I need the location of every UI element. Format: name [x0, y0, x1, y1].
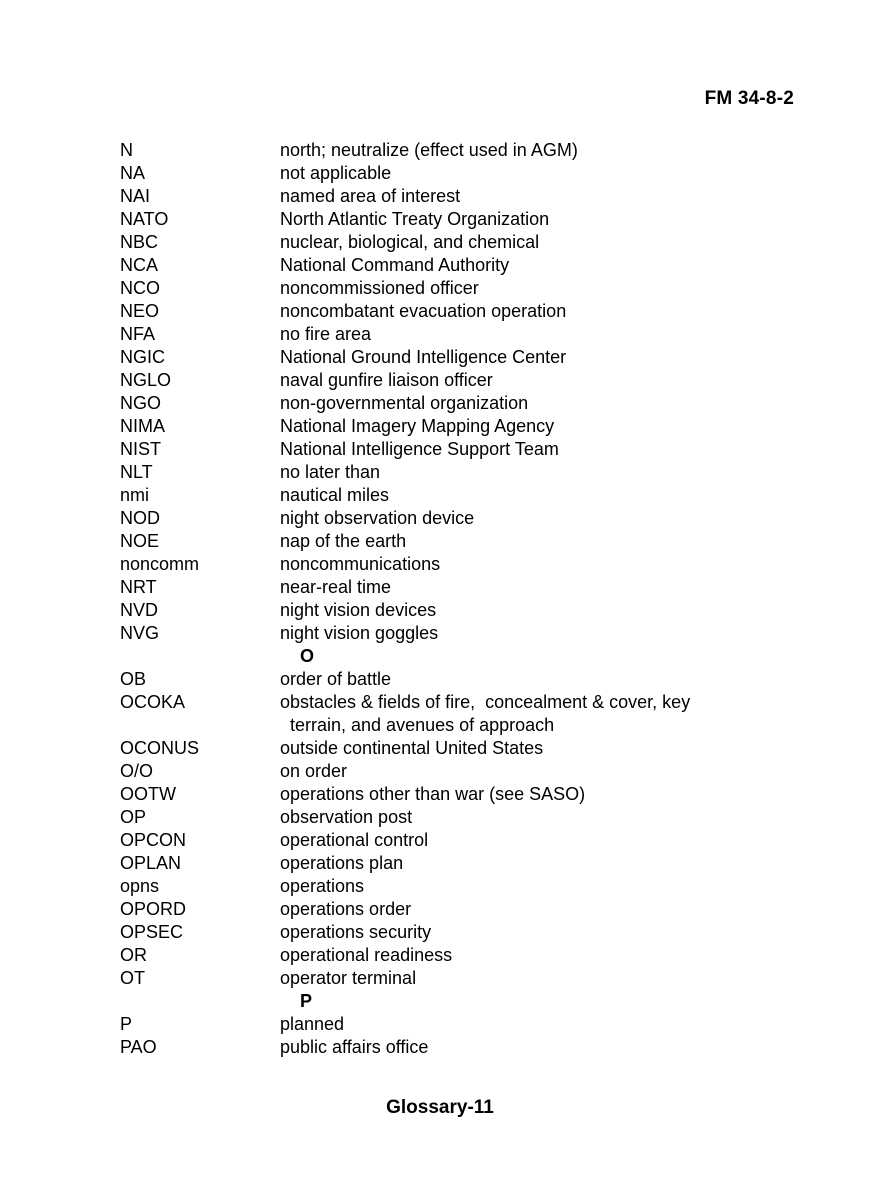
entry-definition: [280, 783, 800, 806]
glossary-list: [120, 139, 800, 1059]
glossary-entry: [120, 392, 800, 415]
entry-abbreviation: NGIC: [120, 347, 165, 367]
entry-definition: [280, 553, 800, 576]
entry-abbreviation: NIMA: [120, 416, 165, 436]
entry-definition: [280, 323, 800, 346]
glossary-entry: [120, 760, 800, 783]
entry-definition: [280, 507, 800, 530]
entry-definition-text: night observation device: [280, 508, 475, 528]
glossary-entry: [120, 622, 800, 645]
glossary-entry: [120, 461, 800, 484]
glossary-entry: [120, 599, 800, 622]
entry-abbreviation: NOE: [120, 531, 160, 551]
entry-definition-text: no fire area: [280, 324, 372, 344]
glossary-entry: [120, 967, 800, 990]
glossary-entry: [120, 162, 800, 185]
entry-definition-text: operator terminal: [280, 968, 417, 988]
document-id: FM 34-8-2: [704, 88, 794, 109]
entry-abbreviation: OPLAN: [120, 853, 182, 873]
entry-definition: [280, 576, 800, 599]
glossary-entry: [120, 231, 800, 254]
glossary-entry: [120, 530, 800, 553]
entry-abbreviation: PAO: [120, 1037, 157, 1057]
glossary-entry: [120, 507, 800, 530]
entry-definition-text: naval gunfire liaison officer: [280, 370, 493, 390]
entry-definition: [280, 461, 800, 484]
entry-definition: [280, 599, 800, 622]
entry-definition: [280, 369, 800, 392]
glossary-entry: [120, 691, 800, 737]
glossary-entry: [120, 668, 800, 691]
entry-definition: [280, 691, 800, 737]
entry-abbreviation: noncomm: [120, 554, 200, 574]
entry-definition-text: operations: [280, 876, 365, 896]
entry-abbreviation: P: [120, 1014, 133, 1034]
glossary-entry: [120, 369, 800, 392]
entry-definition: [280, 760, 800, 783]
entry-definition-text: National Intelligence Support Team: [280, 439, 559, 459]
entry-definition-text: obstacles & fields of fire, concealment & cover, key: [280, 692, 691, 712]
entry-definition-text: not applicable: [280, 163, 392, 183]
entry-definition-text: night vision goggles: [280, 623, 439, 643]
entry-abbreviation: OPORD: [120, 899, 187, 919]
entry-definition-text: noncombatant evacuation operation: [280, 301, 567, 321]
entry-definition: [280, 921, 800, 944]
entry-abbreviation: opns: [120, 876, 160, 896]
entry-abbreviation: NAI: [120, 186, 151, 206]
entry-definition-text: near-real time: [280, 577, 392, 597]
entry-abbreviation: NVD: [120, 600, 159, 620]
entry-definition-text: north; neutralize (effect used in AGM): [280, 140, 578, 160]
entry-abbreviation: NA: [120, 163, 146, 183]
entry-abbreviation: NLT: [120, 462, 153, 482]
glossary-entry: [120, 829, 800, 852]
entry-definition: [280, 806, 800, 829]
section-heading: O: [300, 646, 315, 666]
entry-definition-text: National Ground Intelligence Center: [280, 347, 567, 367]
entry-definition-text: non-governmental organization: [280, 393, 529, 413]
entry-abbreviation: NGLO: [120, 370, 172, 390]
glossary-entry: [120, 852, 800, 875]
entry-abbreviation: NVG: [120, 623, 160, 643]
entry-definition-text: public affairs office: [280, 1037, 429, 1057]
entry-definition-text: nuclear, biological, and chemical: [280, 232, 540, 252]
glossary-entry: [120, 438, 800, 461]
glossary-entry: [120, 1036, 800, 1059]
glossary-entry: [120, 323, 800, 346]
glossary-entry: [120, 185, 800, 208]
entry-abbreviation: OOTW: [120, 784, 176, 804]
entry-abbreviation: NCO: [120, 278, 160, 298]
entry-definition-text: North Atlantic Treaty Organization: [280, 209, 550, 229]
entry-abbreviation: NOD: [120, 508, 160, 528]
entry-definition: [280, 139, 800, 162]
entry-definition: [280, 668, 800, 691]
entry-definition: [280, 300, 800, 323]
entry-abbreviation: N: [120, 140, 133, 160]
entry-definition: [280, 415, 800, 438]
entry-definition-text: planned: [280, 1014, 345, 1034]
entry-abbreviation: NFA: [120, 324, 156, 344]
entry-definition-text: operational control: [280, 830, 429, 850]
entry-definition-continuation: terrain, and avenues of approach: [290, 715, 555, 735]
entry-definition: [280, 392, 800, 415]
entry-abbreviation: OT: [120, 968, 145, 988]
entry-abbreviation: NCA: [120, 255, 159, 275]
entry-definition-text: National Imagery Mapping Agency: [280, 416, 555, 436]
entry-abbreviation: NRT: [120, 577, 157, 597]
glossary-entry: [120, 783, 800, 806]
glossary-entry: [120, 208, 800, 231]
entry-definition-text: outside continental United States: [280, 738, 544, 758]
entry-abbreviation: OCOKA: [120, 692, 186, 712]
glossary-entry: [120, 898, 800, 921]
glossary-entry: [120, 139, 800, 162]
glossary-entry: [120, 484, 800, 507]
entry-definition-text: operations other than war (see SASO): [280, 784, 586, 804]
entry-definition: [280, 1013, 800, 1036]
entry-definition: [280, 737, 800, 760]
entry-abbreviation: NBC: [120, 232, 159, 252]
entry-definition: [280, 185, 800, 208]
entry-abbreviation: OB: [120, 669, 147, 689]
glossary-entry: [120, 576, 800, 599]
entry-definition: [280, 254, 800, 277]
entry-abbreviation: O/O: [120, 761, 154, 781]
entry-definition: [280, 346, 800, 369]
entry-definition-text: named area of interest: [280, 186, 461, 206]
entry-definition: [280, 829, 800, 852]
glossary-entry: [120, 254, 800, 277]
entry-definition: [280, 622, 800, 645]
entry-definition-text: noncommunications: [280, 554, 441, 574]
entry-definition: [280, 875, 800, 898]
entry-abbreviation: NEO: [120, 301, 160, 321]
entry-definition-text: operations security: [280, 922, 432, 942]
entry-definition-text: observation post: [280, 807, 413, 827]
glossary-entry: [120, 875, 800, 898]
entry-abbreviation: NIST: [120, 439, 162, 459]
entry-definition: [280, 438, 800, 461]
entry-definition-text: operations order: [280, 899, 412, 919]
entry-definition: [280, 277, 800, 300]
entry-abbreviation: OP: [120, 807, 147, 827]
glossary-entry: [120, 277, 800, 300]
entry-definition: [280, 162, 800, 185]
entry-definition-text: no later than: [280, 462, 381, 482]
entry-abbreviation: OPSEC: [120, 922, 184, 942]
glossary-entry: [120, 553, 800, 576]
glossary-entry: [120, 737, 800, 760]
entry-definition: [280, 852, 800, 875]
glossary-entry: [120, 944, 800, 967]
page-label: Glossary-11: [386, 1097, 494, 1118]
glossary-entry: [120, 415, 800, 438]
entry-definition-text: night vision devices: [280, 600, 437, 620]
entry-definition-text: operational readiness: [280, 945, 453, 965]
entry-definition-text: operations plan: [280, 853, 404, 873]
entry-abbreviation: NATO: [120, 209, 169, 229]
entry-definition: [280, 484, 800, 507]
entry-definition-text: National Command Authority: [280, 255, 510, 275]
entry-definition: [280, 967, 800, 990]
glossary-entry: [120, 346, 800, 369]
entry-definition-text: on order: [280, 761, 348, 781]
entry-definition: [280, 208, 800, 231]
entry-abbreviation: NGO: [120, 393, 162, 413]
glossary-entry: [120, 1013, 800, 1036]
entry-definition-text: noncommissioned officer: [280, 278, 479, 298]
entry-definition: [280, 898, 800, 921]
entry-definition-text: order of battle: [280, 669, 392, 689]
entry-definition: [280, 1036, 800, 1059]
entry-definition: [280, 530, 800, 553]
glossary-entry: [120, 806, 800, 829]
entry-definition-text: nautical miles: [280, 485, 390, 505]
entry-abbreviation: OPCON: [120, 830, 187, 850]
entry-definition: [280, 944, 800, 967]
entry-definition-text: nap of the earth: [280, 531, 407, 551]
entry-abbreviation: OCONUS: [120, 738, 200, 758]
entry-definition: [280, 231, 800, 254]
glossary-entry: [120, 921, 800, 944]
glossary-entry: [120, 300, 800, 323]
section-heading: P: [300, 991, 313, 1011]
entry-abbreviation: nmi: [120, 485, 150, 505]
entry-abbreviation: OR: [120, 945, 147, 965]
